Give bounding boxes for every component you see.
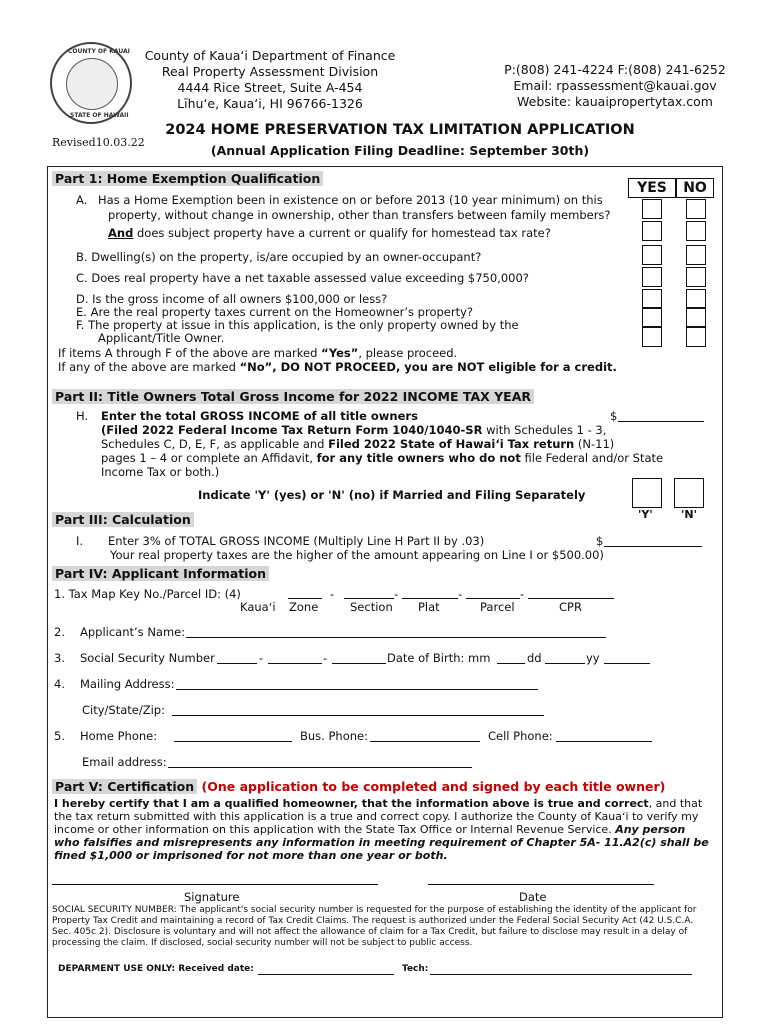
schedules-text: with Schedules 1 - 3,: [482, 423, 607, 437]
certify-line4: who falsifies and misrepresents any information in meeting requirement of Chapter 5A- 11.A2(c) shall be: [54, 836, 709, 849]
ssn-notice-line2: Property Tax Credit and maintaining a record of Tax Credit Claims. The request is authorized under the Federal Social Security Act (42 U.S.C.A.: [52, 916, 694, 926]
home-phone-input[interactable]: [174, 741, 292, 742]
tmk-sep-4: -: [520, 587, 525, 601]
email-address-label: Email address:: [82, 755, 167, 769]
item-a-text3: [108, 226, 551, 240]
item-a-text2: property, without change in ownership, other than transfers between family members?: [108, 208, 611, 222]
ssn-label: Social Security Number: [80, 651, 215, 665]
gross-income-dollar: $: [610, 409, 618, 423]
part5-note: (One application to be completed and signed by each title owner): [197, 779, 666, 794]
item-e: E. Are the real property taxes current on the Homeowner’s property?: [76, 305, 474, 319]
checkbox-b-no[interactable]: [686, 245, 706, 265]
tmk-plat-input[interactable]: [402, 598, 458, 599]
division-name: Real Property Assessment Division: [161, 64, 379, 79]
department-address: [140, 48, 400, 112]
tmk-label: 1. Tax Map Key No./Parcel ID: (4): [54, 587, 241, 601]
received-date-input[interactable]: [258, 974, 394, 975]
item-h-text: Enter the total GROSS INCOME of all title owners: [101, 409, 418, 423]
dob-yy-label: yy: [586, 651, 600, 665]
filed-federal-text: (Filed 2022 Federal Income Tax Return Form 1040/1040-SR: [101, 423, 483, 437]
item-h-label: H.: [76, 409, 89, 423]
ssn-sep-1: -: [259, 651, 264, 665]
dob-dd-label: dd: [527, 651, 542, 665]
item-2-num: 2.: [54, 625, 65, 639]
item-f2: Applicant/Title Owner.: [98, 331, 225, 345]
certify-and-that: , and that: [648, 797, 703, 810]
gross-income-input[interactable]: [618, 421, 704, 422]
part5-heading: Part V: Certification: [52, 779, 197, 794]
certify-line2: the tax return submitted with this application is a true and correct copy. I authorize the County of Kauaʻi to verify my: [54, 810, 699, 823]
cell-phone-input[interactable]: [556, 741, 652, 742]
part5-heading-row: [52, 779, 665, 794]
seal-bottom-text: STATE OF HAWAII: [70, 112, 129, 119]
certify-line3: [54, 823, 685, 837]
applicant-name-input[interactable]: [186, 637, 606, 638]
checkbox-c-no[interactable]: [686, 267, 706, 287]
item-i-note: Your real property taxes are the higher of the amount appearing on Line I or $500.00): [110, 548, 604, 562]
county-seal: [50, 42, 132, 124]
applicant-name-label: Applicant’s Name:: [80, 625, 186, 639]
revised-date: Revised10.03.22: [52, 136, 145, 149]
tmk-cpr-label: CPR: [559, 600, 582, 614]
checkbox-a2-yes[interactable]: [642, 221, 662, 241]
item-i-text: Enter 3% of TOTAL GROSS INCOME (Multiply Line H Part II by .03): [108, 534, 485, 548]
proceed-text: If items A through F of the above are marked: [58, 346, 322, 360]
ssn-sep-2: -: [323, 651, 328, 665]
do-not-file-text: for any title owners who do not: [316, 451, 521, 465]
tmk-section-label: Section: [350, 600, 393, 614]
tmk-plat-label: Plat: [418, 600, 440, 614]
seal-top-text: COUNTY OF KAUAI: [68, 48, 130, 55]
checkbox-b-yes[interactable]: [642, 245, 662, 265]
tmk-sep-1: -: [330, 587, 335, 601]
city-address: Līhuʻe, Kauaʻi, HI 96766-1326: [177, 96, 363, 111]
ssn-part3-input[interactable]: [332, 663, 386, 664]
bus-phone-label: Bus. Phone:: [300, 729, 368, 743]
city-state-zip-input[interactable]: [172, 715, 544, 716]
checkbox-d-no[interactable]: [686, 289, 706, 309]
item-h-line4: [101, 451, 663, 465]
affidavit-text: pages 1 – 4 or complete an Affidavit,: [101, 451, 317, 465]
n11-text: (N-11): [574, 437, 615, 451]
website-text: Website: kauaipropertytax.com: [517, 94, 713, 109]
item-b: B. Dwelling(s) on the property, is/are occupied by an owner-occupant?: [76, 250, 482, 264]
email-text: Email: rpassessment@kauai.gov: [513, 78, 717, 93]
ssn-notice-line3: Sec. 405c 2). Disclosure is voluntary and will not affect the allowance of claim for a Tax Credit, but failure to disclose may result in a delay of: [52, 927, 688, 937]
home-phone-label: Home Phone:: [80, 729, 158, 743]
city-state-zip-label: City/State/Zip:: [82, 703, 165, 717]
no-header: NO: [676, 178, 714, 198]
three-percent-input[interactable]: [604, 546, 702, 547]
checkbox-c-yes[interactable]: [642, 267, 662, 287]
checkbox-a2-no[interactable]: [686, 221, 706, 241]
stop-text: If any of the above are marked: [58, 360, 240, 374]
signature-input[interactable]: [52, 884, 378, 885]
part1-heading: Part 1: Home Exemption Qualification: [52, 171, 323, 186]
tmk-section-input[interactable]: [344, 598, 394, 599]
item-h-line3: [101, 437, 614, 451]
certify-line5: fined $1,000 or imprisoned for not more than one year or both.: [54, 849, 448, 862]
three-percent-dollar: $: [596, 534, 604, 548]
item-i-label: I.: [76, 534, 84, 548]
department-use-label: DEPARMENT USE ONLY: Received date:: [58, 964, 254, 974]
mailing-address-label: Mailing Address:: [80, 677, 175, 691]
and-emphasis: And: [108, 226, 134, 240]
tech-input[interactable]: [430, 974, 692, 975]
checkbox-a-yes[interactable]: [642, 199, 662, 219]
bus-phone-input[interactable]: [370, 741, 480, 742]
item-5-num: 5.: [54, 729, 65, 743]
ssn-part1-input[interactable]: [217, 663, 257, 664]
form-subtitle: (Annual Application Filing Deadline: September 30th): [210, 143, 590, 158]
item-a-label: A.: [76, 193, 88, 207]
street-address: 4444 Rice Street, Suite A-454: [177, 80, 363, 95]
ssn-notice-line4: processing the claim. If disclosed, social security number will not be subject to public access.: [52, 938, 473, 948]
tmk-parcel-label: Parcel: [480, 600, 515, 614]
certify-irs-text: income or other information on this application with the State Tax Office or Internal Revenue Service.: [54, 823, 616, 836]
certify-line1: [54, 797, 702, 811]
filed-state-text: Filed 2022 State of Hawai‘i Tax return: [328, 437, 575, 451]
signature-label: Signature: [184, 890, 240, 904]
certify-bold: I hereby certify that I am a qualified homeowner, that the information above is true and correct: [54, 797, 649, 810]
yes-quote: “Yes”: [321, 346, 359, 360]
form-title: 2024 HOME PRESERVATION TAX LIMITATION APPLICATION: [165, 122, 635, 138]
dob-yy-input[interactable]: [604, 663, 650, 664]
item-f: F. The property at issue in this application, is the only property owned by the: [76, 318, 519, 332]
mailing-address-input[interactable]: [176, 689, 538, 690]
proceed-text-end: , please proceed.: [358, 346, 458, 360]
tech-label: Tech:: [402, 964, 429, 974]
item-c: C. Does real property have a net taxable assessed value exceeding $750,000?: [76, 271, 529, 285]
part3-heading: Part III: Calculation: [52, 512, 194, 527]
item-h-line2: [101, 423, 606, 437]
dob-mm-input[interactable]: [497, 663, 525, 664]
seal-emblem: [66, 58, 118, 110]
married-no-box[interactable]: [674, 478, 704, 508]
date-label: Date: [519, 890, 547, 904]
tmk-zone-input[interactable]: [288, 598, 322, 599]
married-yes-box[interactable]: [632, 478, 662, 508]
married-yes-label: 'Y': [638, 508, 653, 521]
item-a-text: Has a Home Exemption been in existence on or before 2013 (10 year minimum) on this: [98, 193, 603, 207]
dept-name: County of Kauaʻi Department of Finance: [144, 48, 396, 63]
item-a-text3-rest: does subject property have a current or qualify for homestead tax rate?: [133, 226, 551, 240]
tmk-parcel-input[interactable]: [466, 598, 520, 599]
checkbox-e-yes[interactable]: [642, 307, 662, 327]
part4-heading: Part IV: Applicant Information: [52, 566, 269, 581]
tmk-sep-2: -: [394, 587, 399, 601]
contact-info: [470, 62, 760, 110]
part2-heading: Part II: Title Owners Total Gross Income for 2022 INCOME TAX YEAR: [52, 389, 534, 404]
cell-phone-label: Cell Phone:: [488, 729, 553, 743]
ssn-part2-input[interactable]: [268, 663, 322, 664]
tmk-cpr-input[interactable]: [528, 598, 614, 599]
item-h-line5: Income Tax or both.): [101, 465, 220, 479]
tmk-zone-label: Zone: [289, 600, 319, 614]
item-4-num: 4.: [54, 677, 65, 691]
dob-label: Date of Birth: mm: [387, 651, 491, 665]
married-filing-text: Indicate 'Y' (yes) or 'N' (no) if Married and Filing Separately: [198, 488, 586, 502]
checkbox-a-no[interactable]: [686, 199, 706, 219]
ssn-notice-line1: SOCIAL SECURITY NUMBER: The applicant's social security number is requested for the purpose of establishing the identity of the applicant for: [52, 905, 697, 915]
item-3-num: 3.: [54, 651, 65, 665]
tmk-sep-3: -: [458, 587, 463, 601]
stop-instruction: [58, 360, 617, 374]
schedules-cdef-text: Schedules C, D, E, F, as applicable and: [101, 437, 329, 451]
dob-dd-input[interactable]: [545, 663, 585, 664]
date-input[interactable]: [428, 884, 654, 885]
not-eligible-text: “No”, DO NOT PROCEED, you are NOT eligible for a credit.: [239, 360, 617, 374]
tmk-kauai-label: Kauaʻi: [240, 600, 276, 614]
checkbox-f-no[interactable]: [686, 327, 706, 347]
checkbox-d-yes[interactable]: [642, 289, 662, 309]
phone-fax: P:(808) 241-4224 F:(808) 241-6252: [504, 62, 726, 77]
item-d: D. Is the gross income of all owners $100,000 or less?: [76, 292, 388, 306]
email-address-input[interactable]: [168, 767, 472, 768]
checkbox-f-yes[interactable]: [642, 327, 662, 347]
yes-header: YES: [628, 178, 676, 198]
any-person-text: Any person: [615, 823, 686, 836]
married-no-label: 'N': [681, 508, 697, 521]
proceed-instruction: [58, 346, 457, 360]
checkbox-e-no[interactable]: [686, 307, 706, 327]
federal-state-text: file Federal and/or State: [520, 451, 664, 465]
